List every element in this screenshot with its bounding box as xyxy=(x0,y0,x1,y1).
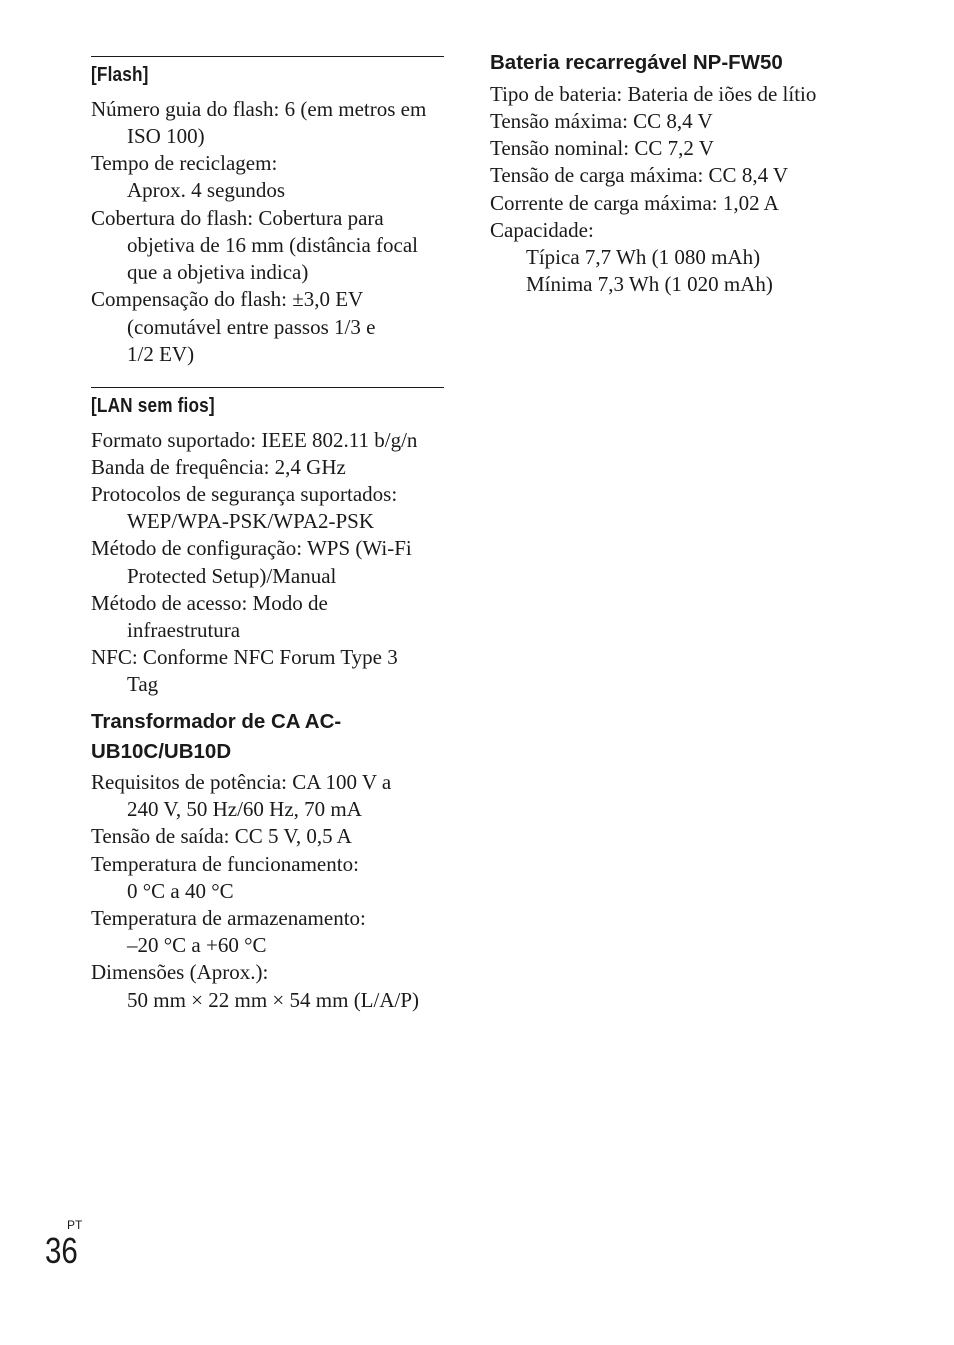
spec-line: –20 °C a +60 °C xyxy=(127,933,267,957)
spec-line: Corrente de carga máxima: 1,02 A xyxy=(490,191,779,215)
spec-line: 0 °C a 40 °C xyxy=(127,879,234,903)
spec-line: Número guia do flash: 6 (em metros em xyxy=(91,97,427,121)
spec-line: infraestrutura xyxy=(127,618,241,642)
spec-line: Tensão de saída: CC 5 V, 0,5 A xyxy=(91,824,352,848)
spec-line: Protected Setup)/Manual xyxy=(127,564,337,588)
section-divider xyxy=(91,56,444,57)
spec-line: WEP/WPA-PSK/WPA2-PSK xyxy=(127,509,375,533)
spec-line: Tag xyxy=(127,672,159,696)
spec-line: Protocolos de segurança suportados: xyxy=(91,482,398,506)
spec-line: Tensão máxima: CC 8,4 V xyxy=(490,109,713,133)
spec-line: ISO 100) xyxy=(127,124,205,148)
spec-line: Formato suportado: IEEE 802.11 b/g/n xyxy=(91,428,418,452)
section-divider xyxy=(91,387,444,388)
spec-line: 240 V, 50 Hz/60 Hz, 70 mA xyxy=(127,797,362,821)
spec-line: 50 mm × 22 mm × 54 mm (L/A/P) xyxy=(127,988,420,1012)
spec-line: Aprox. 4 segundos xyxy=(127,178,286,202)
spec-line: Mínima 7,3 Wh (1 020 mAh) xyxy=(526,272,773,296)
spec-line: Capacidade: xyxy=(490,218,594,242)
spec-line: Temperatura de armazenamento: xyxy=(91,906,366,930)
spec-line: 1/2 EV) xyxy=(127,342,195,366)
spec-line: Requisitos de potência: CA 100 V a xyxy=(91,770,392,794)
adapter-heading: UB10C/UB10D xyxy=(91,740,232,763)
lan-heading: [LAN sem fios] xyxy=(91,395,215,417)
spec-line: Cobertura do flash: Cobertura para xyxy=(91,206,384,230)
spec-line: Método de configuração: WPS (Wi-Fi xyxy=(91,536,412,560)
spec-line: Banda de frequência: 2,4 GHz xyxy=(91,455,346,479)
spec-line: que a objetiva indica) xyxy=(127,260,309,284)
spec-line: Tempo de reciclagem: xyxy=(91,151,278,175)
flash-heading: [Flash] xyxy=(91,64,149,86)
spec-line: (comutável entre passos 1/3 e xyxy=(127,315,376,339)
spec-line: NFC: Conforme NFC Forum Type 3 xyxy=(91,645,398,669)
spec-line: objetiva de 16 mm (distância focal xyxy=(127,233,418,257)
spec-line: Tensão nominal: CC 7,2 V xyxy=(490,136,714,160)
page-language-label: PT xyxy=(67,1218,83,1232)
spec-line: Método de acesso: Modo de xyxy=(91,591,328,615)
spec-line: Típica 7,7 Wh (1 080 mAh) xyxy=(526,245,761,269)
spec-line: Tipo de bateria: Bateria de iões de lítio xyxy=(490,82,817,106)
battery-heading: Bateria recarregável NP-FW50 xyxy=(490,51,783,74)
adapter-heading: Transformador de CA AC- xyxy=(91,710,342,733)
spec-line: Tensão de carga máxima: CC 8,4 V xyxy=(490,163,789,187)
page-number: 36 xyxy=(45,1230,78,1271)
spec-line: Compensação do flash: ±3,0 EV xyxy=(91,287,364,311)
spec-line: Temperatura de funcionamento: xyxy=(91,852,359,876)
spec-line: Dimensões (Aprox.): xyxy=(91,960,269,984)
